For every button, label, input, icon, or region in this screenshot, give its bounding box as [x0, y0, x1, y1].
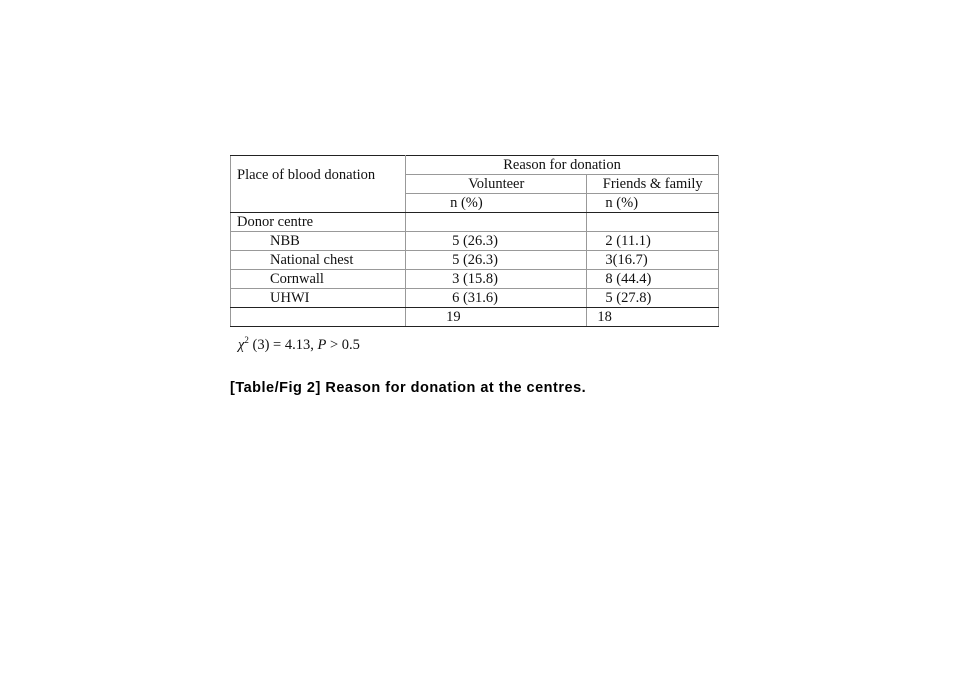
- chi-power: 2: [244, 335, 249, 345]
- table-figure: [230, 155, 720, 396]
- units-friends-family: n (%): [587, 194, 719, 213]
- statistics-footnote: [238, 335, 720, 354]
- table-row: [231, 251, 719, 270]
- section-label: Donor centre: [231, 213, 406, 232]
- row-friends-family-value: 5 (27.8): [587, 289, 719, 308]
- row-volunteer-value: 5 (26.3): [406, 251, 587, 270]
- column-header-friends-family: Friends & family: [587, 175, 719, 194]
- totals-row: [231, 308, 719, 327]
- column-header-volunteer: Volunteer: [406, 175, 587, 194]
- header-row-group: [231, 156, 719, 175]
- total-friends-family: 18: [587, 308, 719, 327]
- table-row: [231, 289, 719, 308]
- row-friends-family-value: 8 (44.4): [587, 270, 719, 289]
- section-row: [231, 213, 719, 232]
- chi-symbol: χ: [238, 336, 245, 353]
- row-volunteer-value: 6 (31.6): [406, 289, 587, 308]
- row-label: NBB: [231, 232, 406, 251]
- row-label: Cornwall: [231, 270, 406, 289]
- units-empty-cell: [231, 194, 406, 213]
- header-row-units: [231, 194, 719, 213]
- group-header-cell: Reason for donation: [406, 156, 719, 175]
- row-friends-family-value: 3(16.7): [587, 251, 719, 270]
- units-volunteer: n (%): [406, 194, 587, 213]
- chi-rest: (3) = 4.13,: [248, 336, 318, 353]
- table-row: [231, 270, 719, 289]
- row-label: UHWI: [231, 289, 406, 308]
- donation-table: [230, 155, 719, 327]
- row-volunteer-value: 3 (15.8): [406, 270, 587, 289]
- row-volunteer-value: 5 (26.3): [406, 232, 587, 251]
- row-header-cell: Place of blood donation: [231, 156, 406, 194]
- row-label: National chest: [231, 251, 406, 270]
- figure-caption: [Table/Fig 2] Reason for donation at the centres.: [230, 379, 587, 396]
- p-symbol: P: [317, 336, 327, 353]
- row-friends-family-value: 2 (11.1): [587, 232, 719, 251]
- section-empty-cell: [587, 213, 719, 232]
- section-empty-cell: [406, 213, 587, 232]
- total-volunteer: 19: [406, 308, 587, 327]
- totals-empty-cell: [231, 308, 406, 327]
- p-rest: > 0.5: [326, 336, 360, 353]
- table-row: [231, 232, 719, 251]
